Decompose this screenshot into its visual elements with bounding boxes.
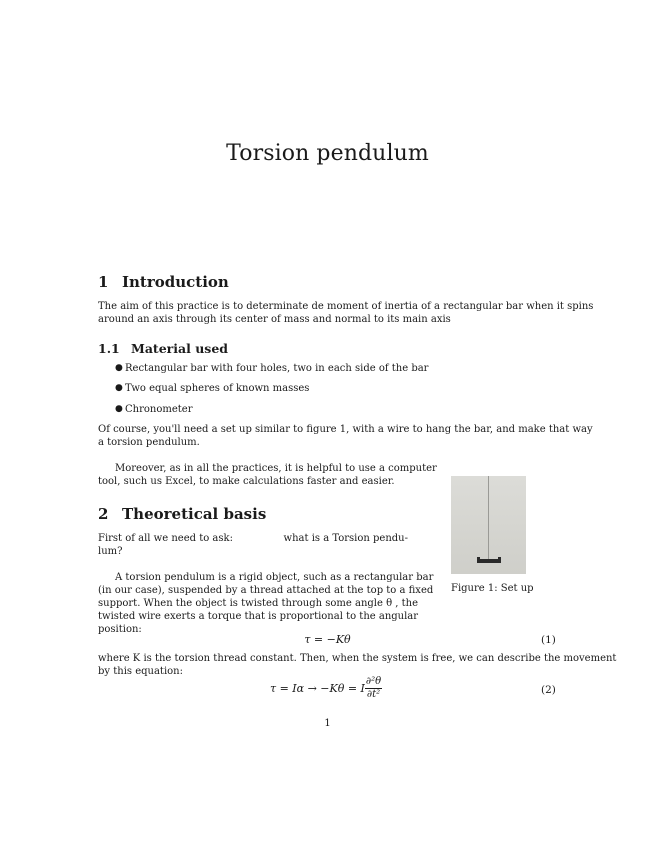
equation-1: τ = −Kθ [304,633,351,646]
equation-1-number: (1) [541,634,556,646]
text-line: The aim of this practice is to determinate de moment of inertia of a rectangular bar when it spins [98,301,594,312]
after-equation-paragraph [98,652,617,678]
bullet-icon: ● [115,363,123,373]
list-item [115,382,310,395]
text-line: lum? [98,546,123,557]
setup-photo [451,476,526,574]
section-2-heading [98,505,266,523]
text-line: position: [98,624,142,635]
subsection-number: 1.1 [98,341,120,356]
text-line: where K is the torsion thread constant. Then, when the system is free, we can describe the movement [98,653,617,664]
fraction-denominator: ∂t² [366,689,381,700]
text-line: (in our case), suspended by a thread attached at the top to a fixed [98,585,434,596]
rectangular-bar [477,559,501,563]
bullet-icon: ● [115,383,123,393]
question-paragraph [98,532,408,558]
figure-caption: Figure 1: Set up [451,583,534,594]
equation-2-left: τ = Iα → −Kθ = I [270,682,365,695]
equation-2-fraction [365,676,382,701]
bullet-icon: ● [115,404,123,414]
list-item-text: Two equal spheres of known masses [125,383,310,394]
text-line: support. When the object is twisted through some angle θ , the [98,598,419,609]
text-fragment: First of all we need to ask: [98,533,233,544]
section-1-heading [98,273,229,291]
equation-2-number: (2) [541,684,556,696]
text-line: Of course, you'll need a set up similar to figure 1, with a wire to hang the bar, and make that way [98,424,593,435]
tool-paragraph [98,462,437,488]
definition-paragraph [98,571,434,636]
setup-paragraph [98,423,593,449]
text-line: A torsion pendulum is a rigid object, such as a rectangular bar [115,572,434,583]
subsection-1-1-heading [98,341,228,356]
list-item-text: Rectangular bar with four holes, two in each side of the bar [125,363,429,374]
text-line: twisted wire exerts a torque that is proportional to the angular [98,611,419,622]
text-line: a torsion pendulum. [98,437,200,448]
section-title: Theoretical basis [122,505,267,523]
section-number: 2 [98,505,109,523]
text-line: Moreover, as in all the practices, it is helpful to use a computer [115,463,437,474]
list-item [115,403,193,416]
text-line [98,532,408,545]
list-item-text: Chronometer [125,404,193,415]
subsection-title: Material used [131,341,229,356]
list-item [115,362,429,375]
section-title: Introduction [122,273,229,291]
page-number: 1 [324,718,331,729]
text-line: tool, such us Excel, to make calculations faster and easier. [98,476,395,487]
page-title: Torsion pendulum [226,141,429,166]
intro-paragraph [98,300,594,326]
wire-line [488,476,489,559]
text-line: around an axis through its center of mass and normal to its main axis [98,314,451,325]
equation-2 [270,676,382,701]
fraction-numerator: ∂²θ [365,676,382,687]
section-number: 1 [98,273,109,291]
text-fragment: what is a Torsion pendu- [283,533,408,544]
text-line: by this equation: [98,666,183,677]
